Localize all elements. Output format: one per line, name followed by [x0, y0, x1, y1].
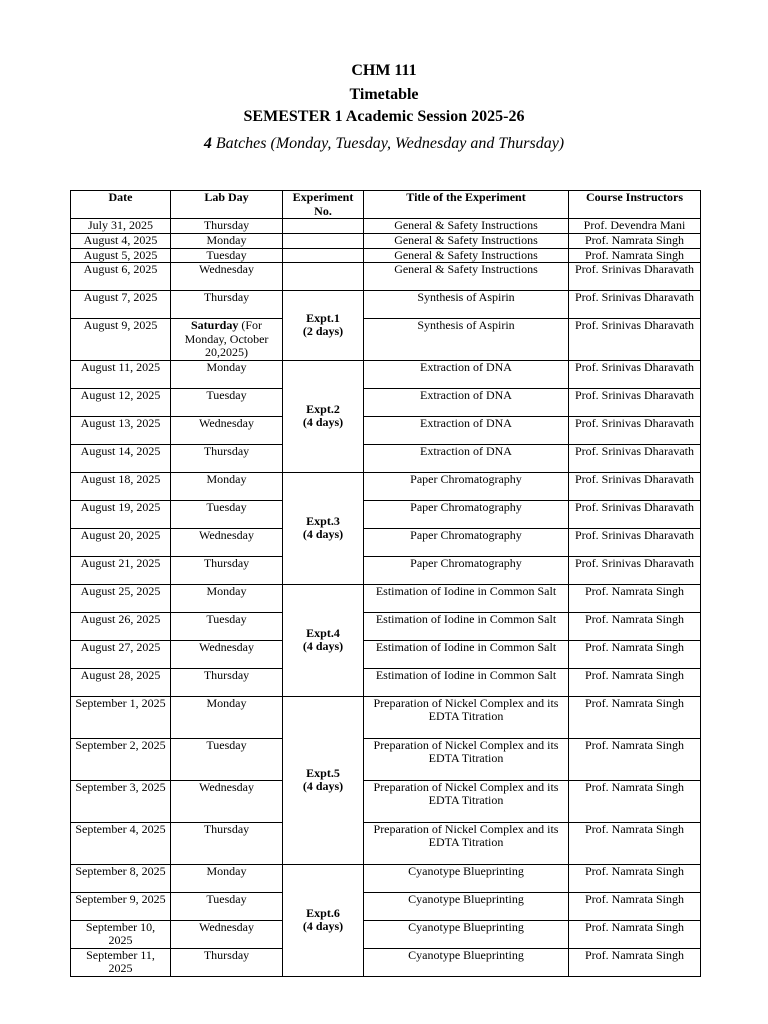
experiment-duration: (2 days) — [302, 324, 344, 339]
experiment-title-cell: Paper Chromatography — [364, 472, 569, 500]
experiment-cell-empty — [283, 234, 364, 249]
instructor-cell: Prof. Srinivas Dharavath — [569, 444, 701, 472]
date-cell: August 28, 2025 — [71, 668, 171, 696]
experiment-title-cell: Paper Chromatography — [364, 556, 569, 584]
lab-day-cell: Monday — [171, 234, 283, 249]
batches-line — [0, 135, 768, 153]
date-cell: August 26, 2025 — [71, 612, 171, 640]
lab-day-cell: Wednesday — [171, 263, 283, 291]
table-row — [71, 219, 701, 234]
lab-day-cell: Tuesday — [171, 248, 283, 263]
table-row — [71, 234, 701, 249]
experiment-name: Expt.3 — [306, 513, 340, 528]
experiment-title-cell: Estimation of Iodine in Common Salt — [364, 640, 569, 668]
experiment-name: Expt.5 — [306, 765, 340, 780]
lab-day-cell: Monday — [171, 472, 283, 500]
date-cell: September 9, 2025 — [71, 892, 171, 920]
experiment-cell — [283, 291, 364, 361]
date-cell: July 31, 2025 — [71, 219, 171, 234]
table-row — [71, 780, 701, 822]
table-row — [71, 472, 701, 500]
experiment-title-cell: Estimation of Iodine in Common Salt — [364, 612, 569, 640]
instructor-cell: Prof. Srinivas Dharavath — [569, 360, 701, 388]
instructor-cell: Prof. Namrata Singh — [569, 668, 701, 696]
experiment-title-cell: General & Safety Instructions — [364, 234, 569, 249]
experiment-title-cell: General & Safety Instructions — [364, 263, 569, 291]
experiment-cell — [283, 472, 364, 584]
instructor-cell: Prof. Namrata Singh — [569, 584, 701, 612]
column-header-date: Date — [71, 191, 171, 219]
date-cell: September 10, 2025 — [71, 920, 171, 948]
experiment-name: Expt.4 — [306, 625, 340, 640]
date-cell: August 27, 2025 — [71, 640, 171, 668]
document-subtitle: Timetable — [349, 86, 419, 103]
lab-day-cell: Thursday — [171, 219, 283, 234]
instructor-cell: Prof. Namrata Singh — [569, 822, 701, 864]
date-cell: August 14, 2025 — [71, 444, 171, 472]
instructor-cell: Prof. Srinivas Dharavath — [569, 291, 701, 319]
experiment-title-cell: Extraction of DNA — [364, 416, 569, 444]
table-row — [71, 248, 701, 263]
lab-day-cell: Thursday — [171, 556, 283, 584]
experiment-cell-empty — [283, 248, 364, 263]
lab-day-cell — [171, 319, 283, 361]
table-row — [71, 444, 701, 472]
experiment-name: Expt.2 — [306, 401, 340, 416]
table-row — [71, 822, 701, 864]
experiment-cell — [283, 360, 364, 472]
instructor-cell: Prof. Srinivas Dharavath — [569, 416, 701, 444]
lab-day-cell: Monday — [171, 360, 283, 388]
instructor-cell: Prof. Namrata Singh — [569, 234, 701, 249]
lab-day-cell: Wednesday — [171, 780, 283, 822]
experiment-title-cell: Cyanotype Blueprinting — [364, 920, 569, 948]
instructor-cell: Prof. Namrata Singh — [569, 780, 701, 822]
timetable — [70, 190, 701, 977]
table-row — [71, 500, 701, 528]
batches-text: Batches (Monday, Tuesday, Wednesday and Thursday) — [211, 135, 565, 152]
instructor-cell: Prof. Srinivas Dharavath — [569, 556, 701, 584]
instructor-cell: Prof. Srinivas Dharavath — [569, 500, 701, 528]
date-cell: August 4, 2025 — [71, 234, 171, 249]
experiment-name: Expt.6 — [306, 905, 340, 920]
lab-day-cell: Thursday — [171, 822, 283, 864]
instructor-cell: Prof. Srinivas Dharavath — [569, 319, 701, 361]
instructor-cell: Prof. Namrata Singh — [569, 738, 701, 780]
table-row — [71, 319, 701, 361]
table-header-row — [71, 191, 701, 219]
table-row — [71, 738, 701, 780]
experiment-cell — [283, 696, 364, 864]
instructor-cell: Prof. Namrata Singh — [569, 248, 701, 263]
experiment-title-cell: Cyanotype Blueprinting — [364, 892, 569, 920]
table-row — [71, 291, 701, 319]
table-row — [71, 640, 701, 668]
date-cell: September 8, 2025 — [71, 864, 171, 892]
column-header-title: Title of the Experiment — [364, 191, 569, 219]
date-cell: September 3, 2025 — [71, 780, 171, 822]
lab-day-cell: Monday — [171, 696, 283, 738]
date-cell: August 19, 2025 — [71, 500, 171, 528]
instructor-cell: Prof. Namrata Singh — [569, 696, 701, 738]
date-cell: August 18, 2025 — [71, 472, 171, 500]
experiment-title-cell: Preparation of Nickel Complex and its EDTA Titration — [364, 738, 569, 780]
instructor-cell: Prof. Namrata Singh — [569, 920, 701, 948]
instructor-cell: Prof. Devendra Mani — [569, 219, 701, 234]
instructor-cell: Prof. Srinivas Dharavath — [569, 528, 701, 556]
column-header-experiment-no: Experiment No. — [283, 191, 364, 219]
lab-day-cell: Wednesday — [171, 920, 283, 948]
lab-day-cell: Tuesday — [171, 612, 283, 640]
lab-day-cell: Tuesday — [171, 738, 283, 780]
date-cell: August 21, 2025 — [71, 556, 171, 584]
lab-day-cell: Thursday — [171, 291, 283, 319]
lab-day-cell: Wednesday — [171, 528, 283, 556]
table-row — [71, 556, 701, 584]
instructor-cell: Prof. Srinivas Dharavath — [569, 472, 701, 500]
date-cell: August 12, 2025 — [71, 388, 171, 416]
column-header-lab-day: Lab Day — [171, 191, 283, 219]
experiment-cell — [283, 864, 364, 976]
table-row — [71, 263, 701, 291]
lab-day-cell: Tuesday — [171, 500, 283, 528]
table-row — [71, 864, 701, 892]
experiment-duration: (4 days) — [302, 415, 344, 429]
table-row — [71, 948, 701, 976]
experiment-title-cell: Preparation of Nickel Complex and its EDTA Titration — [364, 696, 569, 738]
lab-day-cell: Wednesday — [171, 416, 283, 444]
instructor-cell: Prof. Srinivas Dharavath — [569, 263, 701, 291]
date-cell: August 13, 2025 — [71, 416, 171, 444]
experiment-title-cell: Extraction of DNA — [364, 360, 569, 388]
experiment-title-cell: General & Safety Instructions — [364, 248, 569, 263]
table-row — [71, 920, 701, 948]
experiment-duration: (4 days) — [302, 779, 344, 793]
instructor-cell: Prof. Namrata Singh — [569, 864, 701, 892]
instructor-cell: Prof. Srinivas Dharavath — [569, 388, 701, 416]
experiment-duration: (4 days) — [302, 527, 344, 541]
lab-day-cell: Thursday — [171, 444, 283, 472]
date-cell: August 25, 2025 — [71, 584, 171, 612]
table-row — [71, 668, 701, 696]
course-code: CHM 111 — [351, 62, 417, 79]
instructor-cell: Prof. Namrata Singh — [569, 612, 701, 640]
lab-day-highlight: Saturday — [190, 318, 239, 332]
date-cell: August 20, 2025 — [71, 528, 171, 556]
experiment-duration: (4 days) — [302, 639, 344, 653]
instructor-cell: Prof. Namrata Singh — [569, 892, 701, 920]
date-cell: September 4, 2025 — [71, 822, 171, 864]
table-row — [71, 892, 701, 920]
lab-day-cell: Monday — [171, 864, 283, 892]
experiment-title-cell: Paper Chromatography — [364, 500, 569, 528]
experiment-cell — [283, 584, 364, 696]
date-cell: September 11, 2025 — [71, 948, 171, 976]
table-row — [71, 528, 701, 556]
experiment-title-cell: Preparation of Nickel Complex and its EDTA Titration — [364, 780, 569, 822]
lab-day-cell: Thursday — [171, 668, 283, 696]
instructor-cell: Prof. Namrata Singh — [569, 640, 701, 668]
column-header-instructors: Course Instructors — [569, 191, 701, 219]
experiment-duration: (4 days) — [302, 919, 344, 933]
lab-day-cell: Wednesday — [171, 640, 283, 668]
table-row — [71, 584, 701, 612]
lab-day-cell: Monday — [171, 584, 283, 612]
instructor-cell: Prof. Namrata Singh — [569, 948, 701, 976]
lab-day-cell: Tuesday — [171, 892, 283, 920]
experiment-title-cell: Synthesis of Aspirin — [364, 291, 569, 319]
experiment-title-cell: Estimation of Iodine in Common Salt — [364, 668, 569, 696]
experiment-title-cell: Cyanotype Blueprinting — [364, 948, 569, 976]
lab-day-cell: Thursday — [171, 948, 283, 976]
experiment-title-cell: Cyanotype Blueprinting — [364, 864, 569, 892]
lab-day-cell: Tuesday — [171, 388, 283, 416]
experiment-title-cell: Preparation of Nickel Complex and its EDTA Titration — [364, 822, 569, 864]
experiment-title-cell: General & Safety Instructions — [364, 219, 569, 234]
experiment-cell-empty — [283, 263, 364, 291]
date-cell: August 5, 2025 — [71, 248, 171, 263]
experiment-title-cell: Estimation of Iodine in Common Salt — [364, 584, 569, 612]
batches-count: 4 — [203, 135, 212, 152]
experiment-title-cell: Extraction of DNA — [364, 388, 569, 416]
table-row — [71, 416, 701, 444]
table-row — [71, 388, 701, 416]
date-cell: August 7, 2025 — [71, 291, 171, 319]
date-cell: August 11, 2025 — [71, 360, 171, 388]
experiment-title-cell: Extraction of DNA — [364, 444, 569, 472]
date-cell: September 2, 2025 — [71, 738, 171, 780]
semester-title: SEMESTER 1 Academic Session 2025-26 — [243, 108, 525, 125]
experiment-title-cell: Paper Chromatography — [364, 528, 569, 556]
table-row — [71, 696, 701, 738]
date-cell: September 1, 2025 — [71, 696, 171, 738]
experiment-name: Expt.1 — [306, 310, 340, 325]
experiment-cell-empty — [283, 219, 364, 234]
experiment-title-cell: Synthesis of Aspirin — [364, 319, 569, 361]
date-cell: August 9, 2025 — [71, 319, 171, 361]
table-row — [71, 612, 701, 640]
lab-day-note: (For Monday, October 20,2025) — [184, 318, 269, 359]
date-cell: August 6, 2025 — [71, 263, 171, 291]
table-row — [71, 360, 701, 388]
